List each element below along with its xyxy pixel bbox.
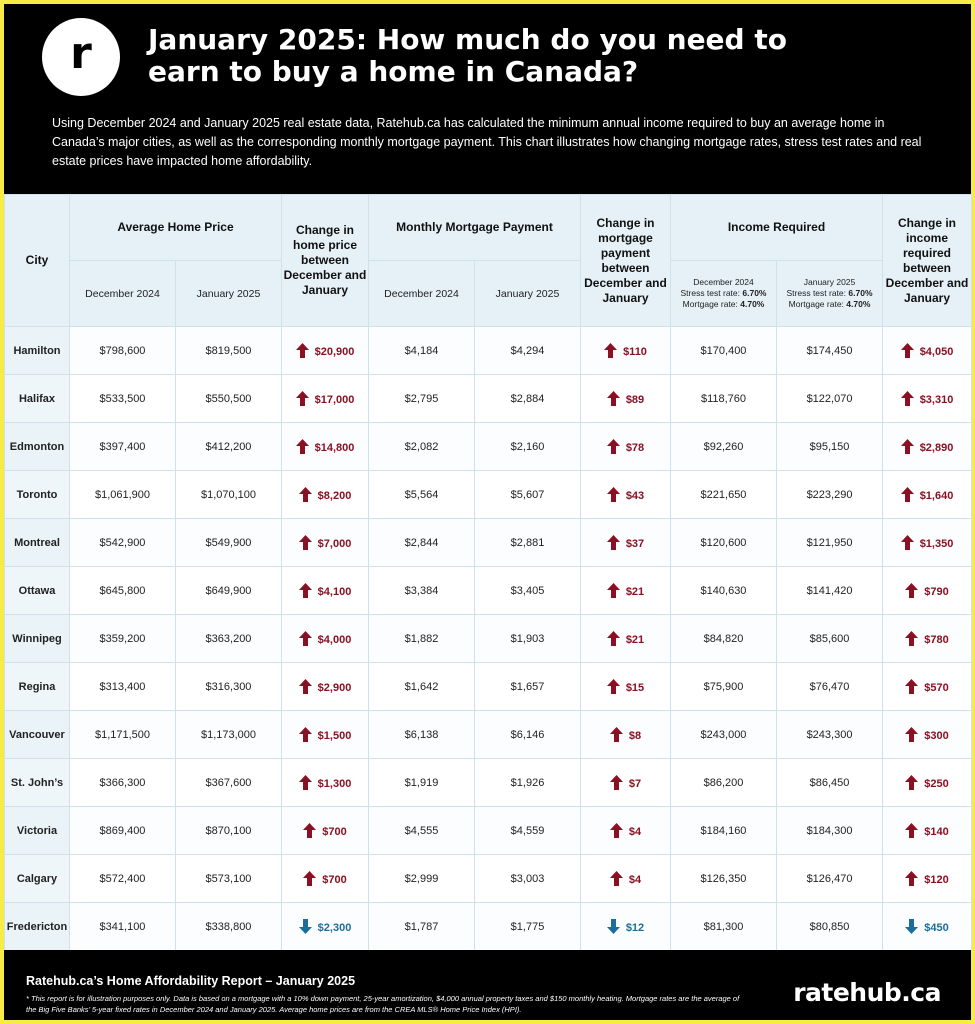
income-change-cell (883, 567, 972, 615)
price-change-cell (282, 423, 369, 471)
income-change-cell (883, 423, 972, 471)
arrow-up-icon (607, 538, 626, 550)
payment-change-cell (581, 615, 671, 663)
income-dec-stress: Stress test rate: 6.70% (680, 288, 767, 298)
price-change-cell (282, 567, 369, 615)
price-dec-cell: $645,800 (70, 567, 176, 615)
price-change-cell (282, 327, 369, 375)
change-value: $4,050 (919, 346, 954, 358)
payment-change-cell (581, 423, 671, 471)
header (4, 4, 971, 194)
income-jan-cell: $126,470 (777, 855, 883, 903)
change-value: $140 (924, 826, 949, 838)
change-value: $14,800 (314, 442, 355, 454)
income-jan-stress: Stress test rate: 6.70% (786, 288, 873, 298)
city-cell: Edmonton (5, 423, 70, 471)
table-row (5, 423, 972, 471)
change-value: $8,200 (317, 490, 352, 502)
change-value: $120 (924, 874, 949, 886)
change-value: $780 (924, 634, 949, 646)
payment-dec-cell: $3,384 (369, 567, 475, 615)
footer (4, 950, 971, 1020)
price-jan-cell: $649,900 (176, 567, 282, 615)
change-value: $700 (322, 826, 347, 838)
affordability-table-wrapper (4, 194, 971, 950)
footer-disclaimer: * This report is for illustration purposes only. Data is based on a mortgage with a 10% down payment, 25-year amortization, $4,000 annual property taxes and $150 monthly heating. Mortgage rates are the average of the Big Five Banks’ 5-year fixed rates in December 2024 and January 2025. Average home prices are from the CREA MLS® Home Price Index (HPI). (26, 994, 740, 1014)
brand-wordmark: ratehub.ca (793, 978, 941, 1007)
change-value: $7 (628, 778, 642, 790)
income-dec-cell: $75,900 (671, 663, 777, 711)
arrow-up-icon (610, 730, 629, 742)
price-jan-cell: $412,200 (176, 423, 282, 471)
price-dec-cell: $366,300 (70, 759, 176, 807)
price-dec-cell: $397,400 (70, 423, 176, 471)
income-jan-cell: $174,450 (777, 327, 883, 375)
arrow-up-icon (607, 634, 626, 646)
price-change-cell (282, 471, 369, 519)
change-value: $17,000 (314, 394, 355, 406)
payment-dec-cell: $1,882 (369, 615, 475, 663)
payment-jan-cell: $4,559 (475, 807, 581, 855)
arrow-up-icon (905, 730, 924, 742)
payment-jan-cell: $1,926 (475, 759, 581, 807)
price-dec-cell: $1,061,900 (70, 471, 176, 519)
income-dec-cell: $243,000 (671, 711, 777, 759)
change-value: $250 (924, 778, 949, 790)
ratehub-logo (42, 18, 120, 96)
arrow-up-icon (299, 634, 318, 646)
arrow-up-icon (901, 490, 920, 502)
arrow-down-icon (299, 922, 318, 934)
subheader-income-jan (777, 261, 883, 327)
table-body (5, 327, 972, 951)
price-dec-cell: $542,900 (70, 519, 176, 567)
price-change-cell (282, 807, 369, 855)
payment-dec-cell: $2,844 (369, 519, 475, 567)
arrow-up-icon (905, 874, 924, 886)
intro-text: Using December 2024 and January 2025 real estate data, Ratehub.ca has calculated the minimum annual income required to buy an average home in Canada’s major cities, as well as the corresponding monthly mortgage payment. This chart illustrates how changing mortgage rates, stress test rates and real estate prices have impacted home affordability. (52, 116, 922, 168)
payment-change-cell (581, 807, 671, 855)
arrow-up-icon (905, 682, 924, 694)
change-value: $43 (625, 490, 645, 502)
payment-change-cell (581, 663, 671, 711)
change-value: $4,000 (317, 634, 352, 646)
arrow-up-icon (303, 874, 322, 886)
city-cell: Fredericton (5, 903, 70, 951)
arrow-down-icon (607, 922, 626, 934)
infographic-frame (4, 4, 971, 1020)
page-title: January 2025: How much do you need to earn to buy a home in Canada? (148, 23, 787, 88)
income-dec-label: December 2024 (693, 277, 754, 287)
price-change-cell (282, 903, 369, 951)
price-change-cell (282, 711, 369, 759)
arrow-up-icon (607, 490, 626, 502)
table-row (5, 327, 972, 375)
income-change-cell (883, 711, 972, 759)
arrow-up-icon (905, 826, 924, 838)
price-dec-cell: $798,600 (70, 327, 176, 375)
income-dec-cell: $221,650 (671, 471, 777, 519)
payment-change-cell (581, 567, 671, 615)
header-mortgage-change: Change in mortgage payment between December and January (581, 195, 671, 327)
income-dec-cell: $118,760 (671, 375, 777, 423)
payment-change-cell (581, 375, 671, 423)
price-dec-cell: $533,500 (70, 375, 176, 423)
header-income-change: Change in income required between December and January (883, 195, 972, 327)
affordability-table (4, 194, 972, 951)
payment-dec-cell: $6,138 (369, 711, 475, 759)
income-jan-cell: $184,300 (777, 807, 883, 855)
change-value: $37 (625, 538, 645, 550)
change-value: $21 (625, 586, 645, 598)
subheader-income-dec (671, 261, 777, 327)
payment-jan-cell: $1,657 (475, 663, 581, 711)
income-dec-cell: $81,300 (671, 903, 777, 951)
city-cell: Winnipeg (5, 615, 70, 663)
city-cell: St. John’s (5, 759, 70, 807)
income-jan-cell: $85,600 (777, 615, 883, 663)
footer-title: Ratehub.ca’s Home Affordability Report – January 2025 (26, 974, 356, 988)
price-jan-cell: $338,800 (176, 903, 282, 951)
payment-change-cell (581, 855, 671, 903)
change-value: $300 (924, 730, 949, 742)
change-value: $450 (924, 922, 949, 934)
change-value: $15 (625, 682, 645, 694)
income-change-cell (883, 855, 972, 903)
price-jan-cell: $870,100 (176, 807, 282, 855)
subheader-pay-jan: January 2025 (475, 261, 581, 327)
table-row (5, 663, 972, 711)
price-dec-cell: $341,100 (70, 903, 176, 951)
change-value: $1,640 (919, 490, 954, 502)
arrow-up-icon (299, 586, 318, 598)
income-dec-cell: $140,630 (671, 567, 777, 615)
price-jan-cell: $367,600 (176, 759, 282, 807)
income-jan-mortgage: Mortgage rate: 4.70% (788, 299, 871, 309)
arrow-up-icon (610, 778, 629, 790)
arrow-up-icon (299, 490, 318, 502)
price-jan-cell: $1,173,000 (176, 711, 282, 759)
change-value: $7,000 (317, 538, 352, 550)
payment-dec-cell: $4,555 (369, 807, 475, 855)
header-price-change: Change in home price between December and January (282, 195, 369, 327)
payment-dec-cell: $2,082 (369, 423, 475, 471)
income-change-cell (883, 903, 972, 951)
arrow-up-icon (299, 682, 318, 694)
price-dec-cell: $572,400 (70, 855, 176, 903)
payment-dec-cell: $5,564 (369, 471, 475, 519)
price-jan-cell: $363,200 (176, 615, 282, 663)
table-row (5, 807, 972, 855)
income-jan-label: January 2025 (803, 277, 856, 287)
change-value: $4 (628, 874, 642, 886)
change-value: $110 (623, 346, 647, 358)
change-value: $3,310 (919, 394, 954, 406)
arrow-up-icon (610, 874, 629, 886)
arrow-up-icon (303, 826, 322, 838)
payment-jan-cell: $1,903 (475, 615, 581, 663)
income-change-cell (883, 519, 972, 567)
price-change-cell (282, 759, 369, 807)
arrow-up-icon (905, 634, 924, 646)
price-change-cell (282, 375, 369, 423)
change-value: $700 (322, 874, 347, 886)
city-cell: Halifax (5, 375, 70, 423)
payment-jan-cell: $2,884 (475, 375, 581, 423)
change-value: $2,900 (317, 682, 352, 694)
arrow-up-icon (299, 730, 318, 742)
change-value: $8 (628, 730, 642, 742)
arrow-up-icon (607, 394, 626, 406)
payment-change-cell (581, 327, 671, 375)
income-dec-cell: $126,350 (671, 855, 777, 903)
payment-jan-cell: $3,003 (475, 855, 581, 903)
payment-jan-cell: $2,160 (475, 423, 581, 471)
change-value: $21 (625, 634, 645, 646)
arrow-up-icon (607, 442, 626, 454)
price-change-cell (282, 663, 369, 711)
price-change-cell (282, 855, 369, 903)
header-avg-price: Average Home Price (70, 195, 282, 261)
arrow-up-icon (607, 682, 626, 694)
change-value: $20,900 (314, 346, 355, 358)
city-cell: Montreal (5, 519, 70, 567)
table-row (5, 855, 972, 903)
income-jan-cell: $223,290 (777, 471, 883, 519)
payment-dec-cell: $2,999 (369, 855, 475, 903)
change-value: $12 (625, 922, 645, 934)
price-jan-cell: $549,900 (176, 519, 282, 567)
header-income: Income Required (671, 195, 883, 261)
income-change-cell (883, 615, 972, 663)
price-jan-cell: $550,500 (176, 375, 282, 423)
income-jan-cell: $86,450 (777, 759, 883, 807)
income-jan-cell: $95,150 (777, 423, 883, 471)
change-value: $2,890 (919, 442, 954, 454)
price-dec-cell: $1,171,500 (70, 711, 176, 759)
city-cell: Toronto (5, 471, 70, 519)
price-change-cell (282, 519, 369, 567)
income-change-cell (883, 759, 972, 807)
city-cell: Hamilton (5, 327, 70, 375)
arrow-up-icon (296, 442, 315, 454)
arrow-up-icon (901, 394, 920, 406)
change-value: $89 (625, 394, 645, 406)
table-row (5, 471, 972, 519)
arrow-up-icon (901, 538, 920, 550)
subheader-pay-dec: December 2024 (369, 261, 475, 327)
income-jan-cell: $76,470 (777, 663, 883, 711)
payment-jan-cell: $4,294 (475, 327, 581, 375)
income-jan-cell: $243,300 (777, 711, 883, 759)
payment-change-cell (581, 903, 671, 951)
payment-jan-cell: $5,607 (475, 471, 581, 519)
arrow-up-icon (901, 442, 920, 454)
arrow-up-icon (296, 346, 315, 358)
table-row (5, 615, 972, 663)
income-dec-cell: $84,820 (671, 615, 777, 663)
table-row (5, 759, 972, 807)
table-row (5, 375, 972, 423)
change-value: $1,500 (317, 730, 352, 742)
change-value: $4 (628, 826, 642, 838)
price-jan-cell: $316,300 (176, 663, 282, 711)
arrow-down-icon (905, 922, 924, 934)
city-cell: Ottawa (5, 567, 70, 615)
income-dec-cell: $184,160 (671, 807, 777, 855)
change-value: $78 (625, 442, 645, 454)
logo-letter: r (70, 28, 92, 79)
change-value: $1,300 (317, 778, 352, 790)
subheader-price-jan: January 2025 (176, 261, 282, 327)
table-row (5, 519, 972, 567)
income-jan-cell: $80,850 (777, 903, 883, 951)
payment-jan-cell: $6,146 (475, 711, 581, 759)
table-row (5, 903, 972, 951)
change-value: $1,350 (919, 538, 954, 550)
income-change-cell (883, 471, 972, 519)
payment-change-cell (581, 711, 671, 759)
payment-dec-cell: $1,919 (369, 759, 475, 807)
change-value: $2,300 (317, 922, 352, 934)
price-dec-cell: $359,200 (70, 615, 176, 663)
arrow-up-icon (905, 778, 924, 790)
payment-dec-cell: $1,787 (369, 903, 475, 951)
table-row (5, 567, 972, 615)
income-jan-cell: $122,070 (777, 375, 883, 423)
price-jan-cell: $573,100 (176, 855, 282, 903)
header-city: City (5, 195, 70, 327)
income-dec-cell: $86,200 (671, 759, 777, 807)
payment-change-cell (581, 519, 671, 567)
payment-jan-cell: $2,881 (475, 519, 581, 567)
arrow-up-icon (299, 538, 318, 550)
payment-change-cell (581, 759, 671, 807)
change-value: $790 (924, 586, 949, 598)
payment-dec-cell: $1,642 (369, 663, 475, 711)
subheader-price-dec: December 2024 (70, 261, 176, 327)
table-row (5, 711, 972, 759)
income-dec-mortgage: Mortgage rate: 4.70% (682, 299, 765, 309)
city-cell: Regina (5, 663, 70, 711)
price-jan-cell: $1,070,100 (176, 471, 282, 519)
city-cell: Vancouver (5, 711, 70, 759)
payment-dec-cell: $2,795 (369, 375, 475, 423)
arrow-up-icon (299, 778, 318, 790)
price-change-cell (282, 615, 369, 663)
arrow-up-icon (905, 586, 924, 598)
payment-change-cell (581, 471, 671, 519)
price-dec-cell: $869,400 (70, 807, 176, 855)
payment-dec-cell: $4,184 (369, 327, 475, 375)
payment-jan-cell: $1,775 (475, 903, 581, 951)
income-dec-cell: $120,600 (671, 519, 777, 567)
income-jan-cell: $121,950 (777, 519, 883, 567)
arrow-up-icon (296, 394, 315, 406)
income-change-cell (883, 807, 972, 855)
change-value: $570 (924, 682, 949, 694)
income-dec-cell: $170,400 (671, 327, 777, 375)
income-change-cell (883, 375, 972, 423)
arrow-up-icon (610, 826, 629, 838)
price-dec-cell: $313,400 (70, 663, 176, 711)
arrow-up-icon (604, 346, 623, 358)
header-mortgage: Monthly Mortgage Payment (369, 195, 581, 261)
arrow-up-icon (607, 586, 626, 598)
city-cell: Calgary (5, 855, 70, 903)
income-jan-cell: $141,420 (777, 567, 883, 615)
price-jan-cell: $819,500 (176, 327, 282, 375)
city-cell: Victoria (5, 807, 70, 855)
income-change-cell (883, 327, 972, 375)
income-change-cell (883, 663, 972, 711)
arrow-up-icon (901, 346, 920, 358)
payment-jan-cell: $3,405 (475, 567, 581, 615)
income-dec-cell: $92,260 (671, 423, 777, 471)
change-value: $4,100 (317, 586, 352, 598)
